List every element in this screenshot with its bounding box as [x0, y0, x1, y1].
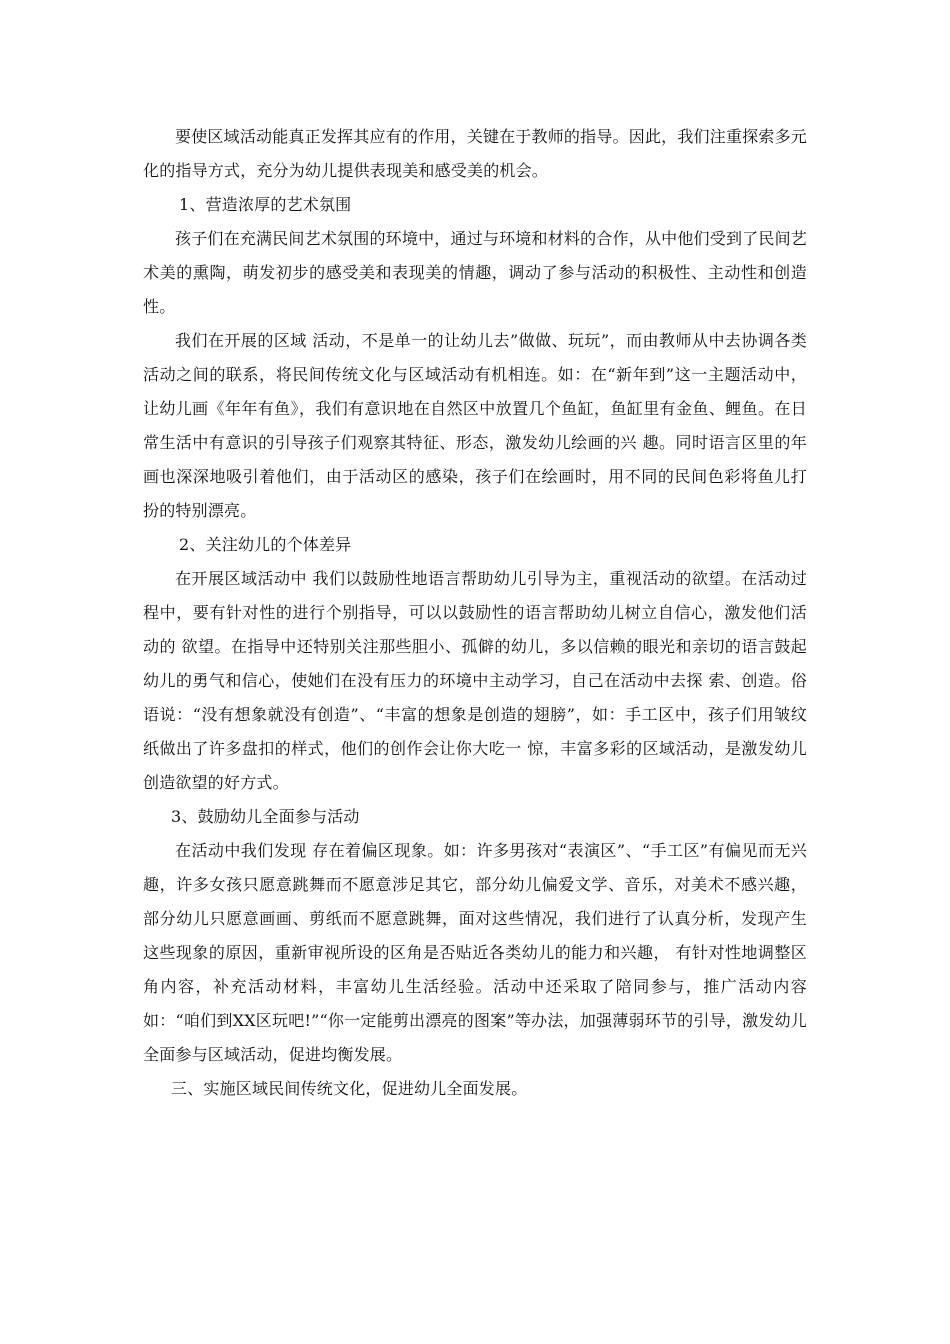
document-body	[143, 120, 807, 1106]
section-heading-1: 1、营造浓厚的艺术氛围	[179, 195, 352, 214]
section-heading-main-3: 三、实施区域民间传统文化，促进幼儿全面发展。	[171, 1079, 528, 1098]
paragraph-full-participation: 在活动中我们发现 存在着偏区现象。如：许多男孩对“表演区”、“手工区”有偏见而无兴趣，许多女孩只愿意跳舞而不愿意涉足其它，部分幼儿偏爱文学、音乐，对美术不感兴趣， 部分幼儿只愿意画画、剪纸而不愿意跳舞，面对这些情况，我们进行了认真分析，发现产生这些现象的原因，重新审视所设的区角是否贴近各类幼儿的能力和兴趣， 有针对性地调整区角内容，补充活动材料，丰富幼儿生活经验。活动中还采取了陪同参与，推广活动内容如：“咱们到XX区玩吧!”“你一定能剪出漂亮的图案”等办法，加强薄弱环节的引导，激发幼儿全面参与区域活动，促进均衡发展。	[143, 841, 807, 1064]
paragraph-art-atmosphere: 孩子们在充满民间艺术氛围的环境中，通过与环境和材料的合作，从中他们受到了民间艺术美的熏陶，萌发初步的感受美和表现美的情趣，调动了参与活动的积极性、主动性和创造性。	[143, 229, 807, 316]
paragraph-new-year-activity: 我们在开展的区域 活动，不是单一的让幼儿去”做做、玩玩”，而由教师从中去协调各类活动之间的联系，将民间传统文化与区域活动有机相连。如：在“新年到”这一主题活动中， 让幼儿画《年年有鱼》，我们有意识地在自然区中放置几个鱼缸，鱼缸里有金鱼、鲤鱼。在日常生活中有意识的引导孩子们观察其特征、形态，激发幼儿绘画的兴 趣。同时语言区里的年画也深深地吸引着他们，由于活动区的感染，孩子们在绘画时，用不同的民间色彩将鱼儿打扮的特别漂亮。	[143, 331, 807, 520]
paragraph-individual-differences: 在开展区域活动中 我们以鼓励性地语言帮助幼儿引导为主，重视活动的欲望。在活动过程中，要有针对性的进行个别指导，可以以鼓励性的语言帮助幼儿树立自信心，激发他们活动的 欲望。在指导中还特别关注那些胆小、孤僻的幼儿，多以信赖的眼光和亲切的语言鼓起幼儿的勇气和信心，使她们在没有压力的环境中主动学习，自己在活动中去探 索、创造。俗语说：“没有想象就没有创造”、“丰富的想象是创造的翅膀”，如：手工区中，孩子们用皱纹纸做出了许多盘扣的样式，他们的创作会让你大吃一 惊，丰富多彩的区域活动，是激发幼儿创造欲望的好方式。	[143, 569, 807, 792]
intro-paragraph: 要使区域活动能真正发挥其应有的作用，关键在于教师的指导。因此，我们注重探索多元化的指导方式，充分为幼儿提供表现美和感受美的机会。	[143, 127, 807, 180]
section-heading-2: 2、关注幼儿的个体差异	[179, 535, 352, 554]
section-heading-3: 3、鼓励幼儿全面参与活动	[171, 807, 360, 826]
